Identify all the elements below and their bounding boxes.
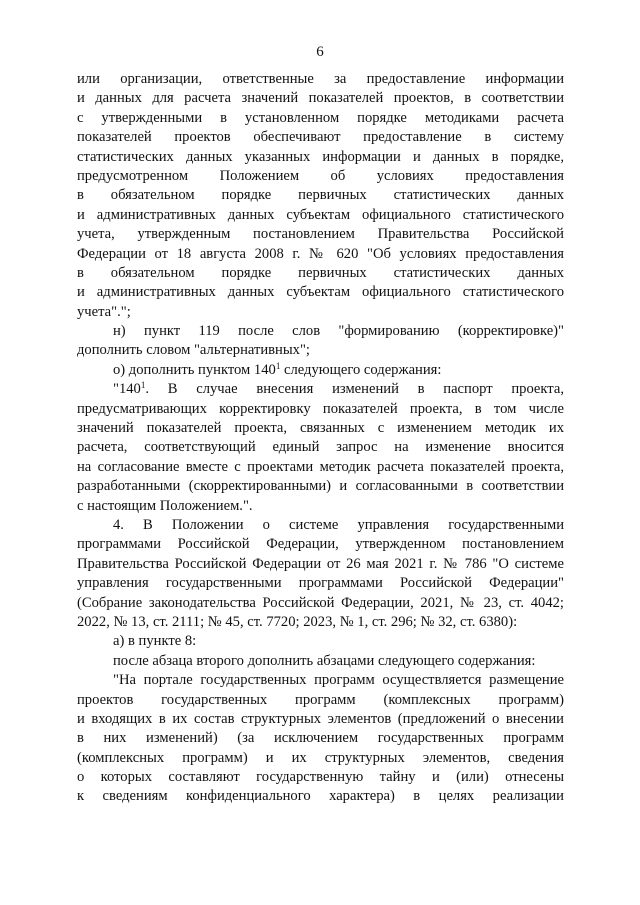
text-line: Правительства Российской Федерации от 26 мая 2021 г. № 786 "О системе [77,555,564,572]
text-line: 4. В Положении о системе управления государственными [113,516,564,533]
text-line: предусматривающих корректировку показателей проекта, в том числе [77,400,564,417]
text-line: дополнить словом "альтернативных"; [77,342,310,359]
text-line: с настоящим Положением.". [77,497,253,514]
text-line: после абзаца второго дополнить абзацами следующего содержания: [113,652,536,669]
text-line: 2022, № 13, ст. 2111; № 45, ст. 7720; 2023, № 1, ст. 296; № 32, ст. 6380): [77,613,518,630]
text-line: проектов государственных программ (комплексных программ) [77,691,564,708]
text-line: расчета, соответствующий единый запрос на изменение вносится [77,439,564,456]
text-line: статистических данных указанных информации и данных в порядке, [77,148,564,165]
text-line: разработанными (скорректированными) и согласованными в соответствии [77,478,564,495]
text-line: "На портале государственных программ осуществляется размещение [113,672,564,689]
text-line: на согласование вместе с проектами методик расчета показателей проекта, [77,458,564,475]
text-line: и административных данных субъектам официального статистического [77,206,564,223]
text-line: а) в пункте 8: [113,633,197,650]
text-line: н) пункт 119 после слов "формированию (корректировке)" [113,323,564,340]
text-line: в обязательном порядке первичных статистических данных [77,187,564,204]
document-body [77,70,564,807]
text-line: "$140^1$. В случае внесения изменений в паспорт проекта, [113,380,564,398]
text-line: или организации, ответственные за предоставление информации [77,71,564,87]
text-line: о) дополнить пунктом $140^1$ следующего содержания: [113,360,442,378]
text-line: к сведениям конфиденциального характера) в целях реализации [77,788,564,805]
text-line: учета"."; [77,303,131,320]
page-number: 6 [316,44,324,60]
text-line: и административных данных субъектам официального статистического [77,284,564,301]
text-line: и данных для расчета значений показателей проектов, в соответствии [77,90,564,107]
text-line: с утвержденными в установленном порядке методиками расчета [77,109,564,126]
text-line: в них изменений) (за исключением государственных программ [77,730,564,747]
text-line: предусмотренном Положением об условиях предоставления [77,167,564,184]
superscript: 1 [140,380,146,391]
text-line: показателей проектов обеспечивают предоставление в систему [77,129,564,146]
text-line: в обязательном порядке первичных статистических данных [77,264,564,281]
text-line: (Собрание законодательства Российской Федерации, 2021, № 23, ст. 4042; [77,594,564,611]
text-line: и входящих в их состав структурных элементов (предложений о внесении [77,710,564,727]
text-line: учета, утвержденным постановлением Правительства Российской [77,226,564,243]
text-line: Федерации от 18 августа 2008 г. № 620 "Об условиях предоставления [77,245,564,262]
text-line: программами Российской Федерации, утвержденном постановлением [77,536,564,553]
text-line: (комплексных программ) и их структурных элементов, сведения [77,749,564,766]
text-line: о которых составляют государственную тайну и (или) отнесены [77,769,564,786]
text-line: значений показателей проекта, связанных с изменением методик их [77,420,564,437]
text-line: управления государственными программами Российской Федерации" [77,575,564,592]
superscript: 1 [275,360,281,371]
